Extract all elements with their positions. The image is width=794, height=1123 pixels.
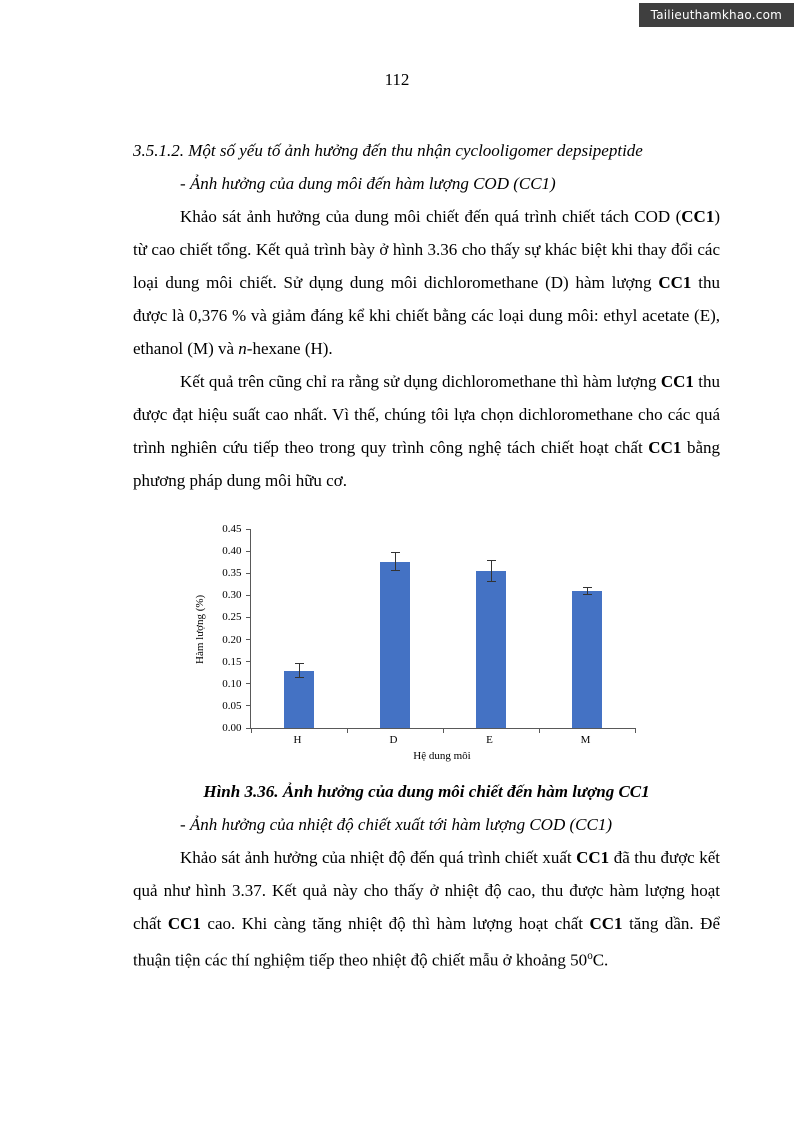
chart-xtick-labels [250,734,635,749]
y-tick-label: 0.20 [222,633,242,646]
y-tick-label: 0.25 [222,611,242,624]
y-tick-mark [246,661,251,662]
x-tick-mark [251,728,252,733]
figure-caption: Hình 3.36. Ảnh hưởng của dung môi chiết đến hàm lượng CC1 [203,782,650,801]
paragraph-2: Kết quả trên cũng chỉ ra rằng sử dụng dichloromethane thì hàm lượng CC1 thu được đạt hiệu suất cao nhất. Vì thế, chúng tôi lựa chọn dichloromethane cho các quá trình nghiên cứu tiếp theo trong quy trình công nghệ tách chiết hoạt chất CC1 bằng phương pháp dung môi hữu cơ. [133,372,721,490]
paragraph-1: Khảo sát ảnh hưởng của dung môi chiết đến quá trình chiết tách COD (CC1) từ cao chiết tổng. Kết quả trình bày ở hình 3.36 cho thấy sự khác biệt khi thay đổi các loại dung môi chiết. Sử dụng dung môi dichloromethane (D) hàm lượng CC1 thu được là 0,376 % và giảm đáng kể khi chiết bằng các loại dung môi: ethyl acetate (E), ethanol (M) và n-hexane (H). [133,207,720,358]
watermark-badge: Tailieuthamkhao.com [639,3,794,27]
error-bar-D [395,552,396,571]
bar-M [572,591,602,728]
subsection-heading-temperature: - Ảnh hưởng của nhiệt độ chiết xuất tới hàm lượng COD (CC1) [180,815,612,834]
paragraph-3: Khảo sát ảnh hưởng của nhiệt độ đến quá trình chiết xuất CC1 đã thu được kết quả như hình 3.37. Kết quả này cho thấy ở nhiệt độ cao, thu được hàm lượng hoạt chất CC1 cao. Khi càng tăng nhiệt độ thì hàm lượng hoạt chất CC1 tăng dần. Để thuận tiện các thí nghiệm tiếp theo nhiệt độ chiết mẫu ở khoảng 50$^o$C. [133,848,720,970]
error-bar-E [491,560,492,582]
page-number: 112 [384,70,410,89]
bar-D [380,562,410,728]
y-tick-label: 0.45 [222,523,242,535]
y-tick-label: 0.05 [222,699,242,712]
bar-E [476,571,506,728]
error-bar-M [587,587,588,596]
section-heading: 3.5.1.2. Một số yếu tố ảnh hưởng đến thu nhận cyclooligomer depsipeptide [133,141,643,160]
bar-H [284,671,314,728]
y-tick-label: 0.15 [222,655,242,668]
x-tick-label: E [486,734,493,746]
y-tick-mark [246,529,251,530]
y-tick-mark [246,639,251,640]
y-tick-mark [246,595,251,596]
y-tick-mark [246,705,251,706]
chart-x-axis-title: Hệ dung môi [413,750,471,762]
y-tick-mark [246,573,251,574]
x-tick-label: H [293,734,302,746]
chart-ytick-labels [202,523,246,734]
page-content [0,90,794,977]
x-tick-mark [347,728,348,733]
y-tick-label: 0.30 [222,589,242,602]
y-tick-mark [246,683,251,684]
chart-y-axis-title: Hàm lượng (%) [193,594,206,664]
y-tick-mark [246,551,251,552]
chart-plot [250,529,635,729]
y-tick-mark [246,617,251,618]
y-tick-label: 0.00 [222,722,242,734]
figure-3-36-bar-chart [192,521,662,771]
x-tick-label: M [580,734,591,746]
x-tick-mark [635,728,636,733]
x-tick-mark [443,728,444,733]
x-tick-label: D [389,734,398,746]
y-tick-label: 0.10 [222,677,242,690]
y-tick-label: 0.40 [222,545,242,558]
subsection-heading-solvent: - Ảnh hưởng của dung môi đến hàm lượng COD (CC1) [180,174,556,193]
y-tick-label: 0.35 [222,567,242,580]
x-tick-mark [539,728,540,733]
error-bar-H [299,663,300,679]
